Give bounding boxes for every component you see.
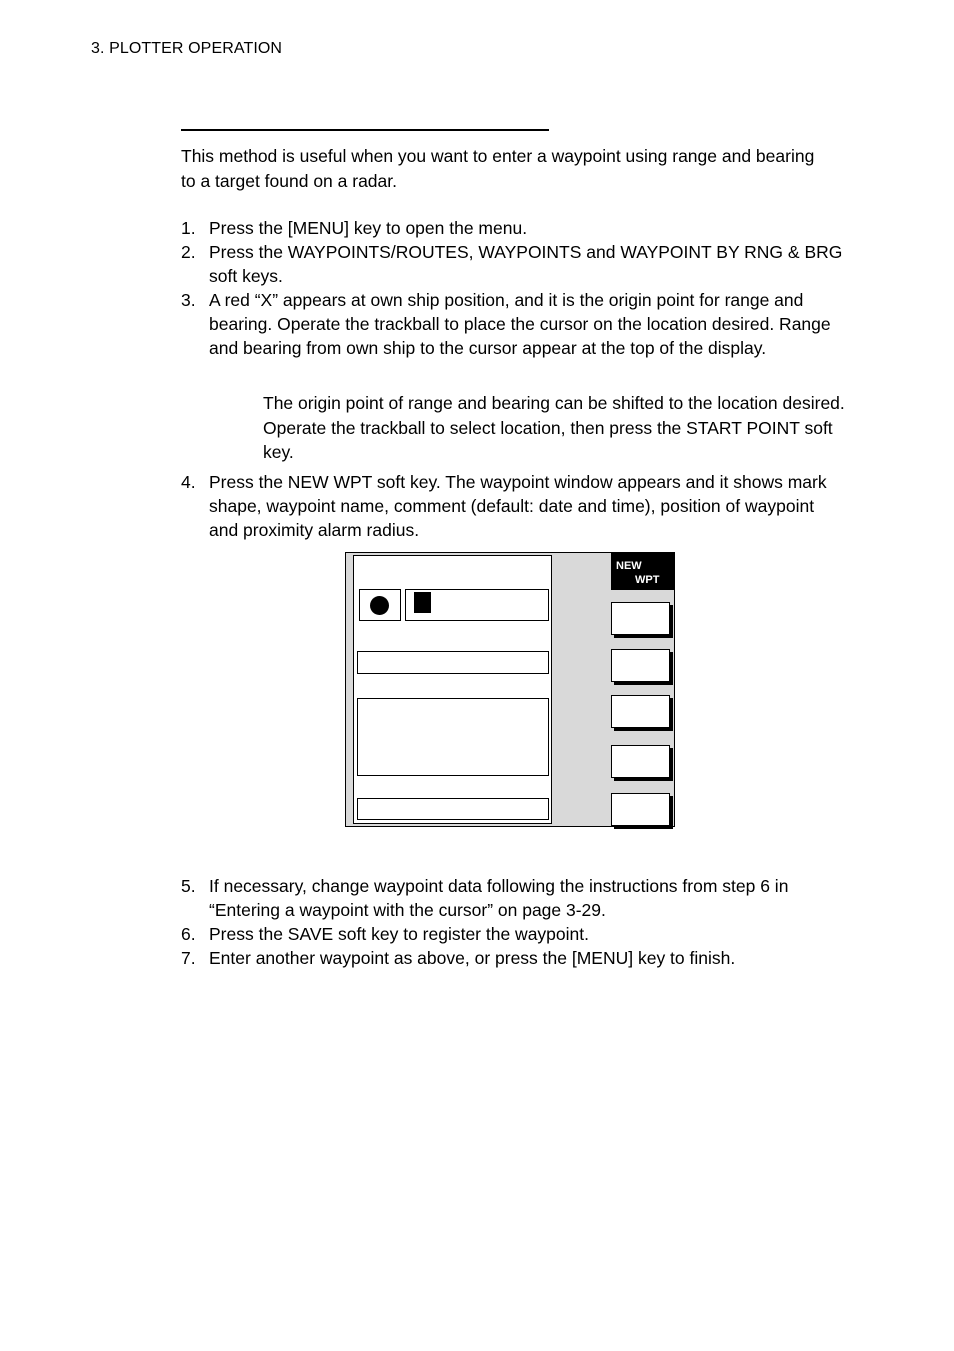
step-number: 2. xyxy=(181,242,196,262)
step-item xyxy=(181,288,846,360)
softkey-title-line2: WPT xyxy=(635,574,660,586)
step-item xyxy=(181,240,846,288)
step-number: 4. xyxy=(181,472,196,492)
new-wpt-softkey-title xyxy=(611,553,675,590)
softkey-3 xyxy=(611,695,670,728)
step-item xyxy=(181,470,846,542)
step-text: If necessary, change waypoint data following the instructions from step 6 in “Entering a waypoint with the cursor” on page 3-29. xyxy=(209,876,789,920)
proximity-alarm-field xyxy=(357,798,549,820)
step-text: Press the NEW WPT soft key. The waypoint window appears and it shows mark shape, waypoint name, comment (default: date and time), position of waypoint and proximity alarm radius. xyxy=(209,472,827,540)
softkey-1 xyxy=(611,602,670,635)
section-heading-rule xyxy=(181,129,549,131)
step-item xyxy=(181,946,846,970)
circle-mark-icon xyxy=(370,596,389,615)
step-item xyxy=(181,874,846,922)
step-number: 1. xyxy=(181,218,196,238)
steps-list-3 xyxy=(181,874,846,970)
position-field xyxy=(357,698,549,776)
step-item xyxy=(181,216,846,240)
step-text: Enter another waypoint as above, or press the [MENU] key to finish. xyxy=(209,948,736,968)
waypoint-window-figure xyxy=(345,552,675,827)
intro-paragraph: This method is useful when you want to enter a waypoint using range and bearing to a target found on a radar. xyxy=(181,146,815,191)
waypoint-window xyxy=(353,555,552,824)
softkey-title-line1: NEW xyxy=(616,560,642,572)
text-cursor-block xyxy=(414,592,431,613)
step-number: 3. xyxy=(181,290,196,310)
step-number: 6. xyxy=(181,924,196,944)
softkey-5 xyxy=(611,793,670,826)
mark-shape-box xyxy=(359,589,401,621)
step-number: 5. xyxy=(181,876,196,896)
step-text: Press the WAYPOINTS/ROUTES, WAYPOINTS and WAYPOINT BY RNG & BRG soft keys. xyxy=(209,242,843,286)
note-paragraph: The origin point of range and bearing can be shifted to the location desired. Operate the trackball to select location, then press the START POINT soft key. xyxy=(263,393,845,462)
comment-field xyxy=(357,651,549,674)
softkey-2 xyxy=(611,649,670,682)
steps-list-2 xyxy=(181,470,846,542)
step-item xyxy=(181,922,846,946)
steps-list-1 xyxy=(181,216,846,360)
step-text: Press the SAVE soft key to register the waypoint. xyxy=(209,924,589,944)
step-text: A red “X” appears at own ship position, and it is the origin point for range and bearing. Operate the trackball to place the cursor on the location desired. Range and bearing from own ship to the cursor appear at the top of the display. xyxy=(209,290,831,358)
step-text: Press the [MENU] key to open the menu. xyxy=(209,218,528,238)
softkey-4 xyxy=(611,745,670,778)
step-number: 7. xyxy=(181,948,196,968)
waypoint-name-field xyxy=(405,589,549,621)
running-head: 3. PLOTTER OPERATION xyxy=(91,40,283,57)
